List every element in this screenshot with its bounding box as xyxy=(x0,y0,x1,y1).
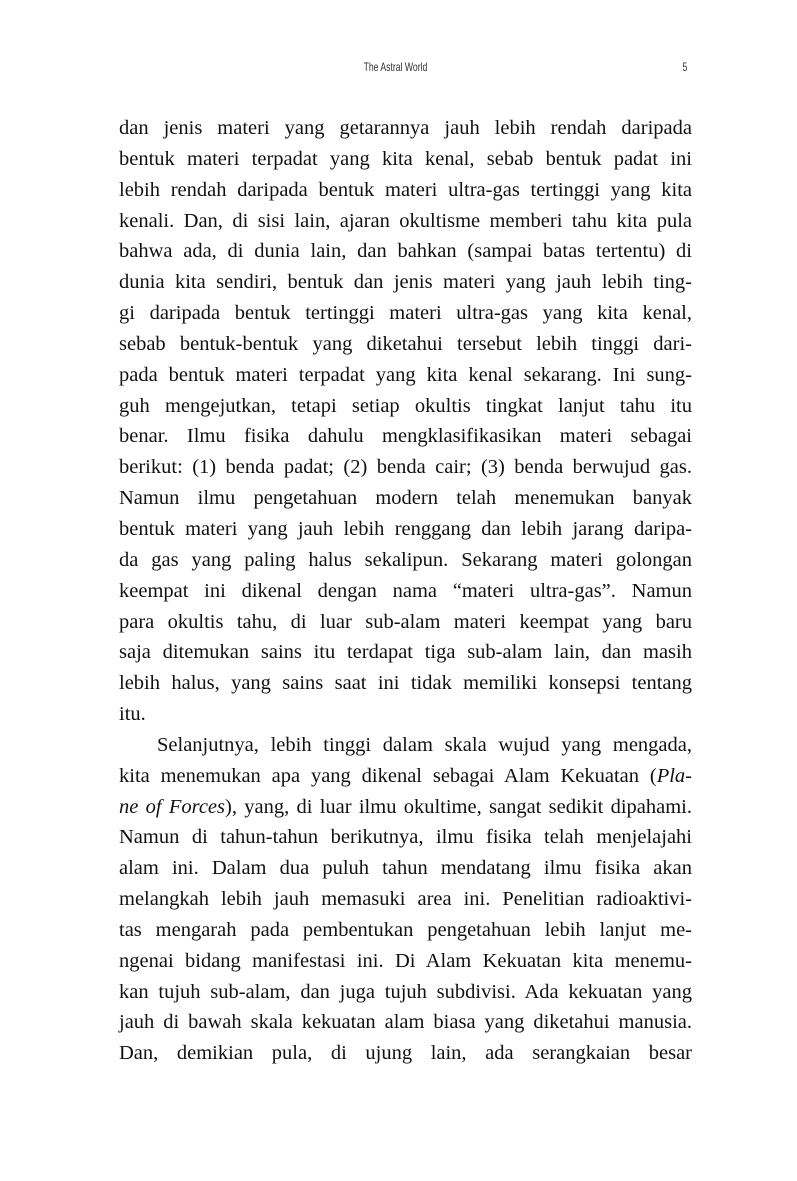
text-line: bahwa ada, di dunia lain, dan bahkan (sampai batas tertentu) di xyxy=(119,240,692,263)
text-line: kan tujuh sub-alam, dan juga tujuh subdivisi. Ada kekuatan yang xyxy=(119,980,692,1003)
text-run: kita menemukan apa yang dikenal sebagai Alam Kekuatan ( xyxy=(119,764,657,787)
text-line: tas mengarah pada pembentukan pengetahuan lebih lanjut me- xyxy=(119,918,692,941)
text-line: guh mengejutkan, tetapi setiap okultis tingkat lanjut tahu itu xyxy=(119,394,692,417)
text-line: para okultis tahu, di luar sub-alam materi keempat yang baru xyxy=(119,610,692,633)
text-line xyxy=(119,792,692,823)
text-line: melangkah lebih jauh memasuki area ini. Penelitian radioaktivi- xyxy=(119,888,692,911)
text-line: berikut: (1) benda padat; (2) benda cair; (3) benda berwujud gas. xyxy=(119,456,692,479)
text-line: da gas yang paling halus sekalipun. Sekarang materi golongan xyxy=(119,548,692,571)
running-head xyxy=(0,60,688,80)
page-number: 5 xyxy=(682,60,688,74)
paragraph-2 xyxy=(119,730,692,1069)
text-line: itu. xyxy=(119,703,146,726)
text-line xyxy=(119,761,692,792)
text-line: alam ini. Dalam dua puluh tahun mendatang ilmu fisika akan xyxy=(119,857,692,880)
text-line: kenali. Dan, di sisi lain, ajaran okultisme memberi tahu kita pula xyxy=(119,209,692,232)
text-line: Namun ilmu pengetahuan modern telah menemukan banyak xyxy=(119,487,692,510)
text-line: keempat ini dikenal dengan nama “materi ultra-gas”. Namun xyxy=(119,579,692,602)
text-line: saja ditemukan sains itu terdapat tiga sub-alam lain, dan masih xyxy=(119,641,692,664)
text-line: Namun di tahun-tahun berikutnya, ilmu fisika telah menjelajahi xyxy=(119,826,692,849)
text-line: benar. Ilmu fisika dahulu mengklasifikasikan materi sebagai xyxy=(119,425,692,448)
text-line: bentuk materi yang jauh lebih renggang dan lebih jarang daripa- xyxy=(119,517,692,540)
text-line: Dan, demikian pula, di ujung lain, ada serangkaian besar xyxy=(119,1042,692,1065)
text-line: jauh di bawah skala kekuatan alam biasa yang diketahui manusia. xyxy=(119,1011,692,1034)
text-line: Selanjutnya, lebih tinggi dalam skala wujud yang mengada, xyxy=(157,733,692,756)
text-line: pada bentuk materi terpadat yang kita kenal sekarang. Ini sung- xyxy=(119,363,692,386)
text-line: gi daripada bentuk tertinggi materi ultra-gas yang kita kenal, xyxy=(119,302,692,325)
paragraph-1 xyxy=(119,113,692,730)
running-title: The Astral World xyxy=(363,60,428,74)
text-line: dunia kita sendiri, bentuk dan jenis materi yang jauh lebih ting- xyxy=(119,271,692,294)
text-run: ), yang, di luar ilmu okultime, sangat sedikit dipahami. xyxy=(225,795,692,818)
text-line: ngenai bidang manifestasi ini. Di Alam Kekuatan kita menemu- xyxy=(119,949,692,972)
text-line: sebab bentuk-bentuk yang diketahui tersebut lebih tinggi dari- xyxy=(119,332,692,355)
text-line: lebih halus, yang sains saat ini tidak memiliki konsepsi tentang xyxy=(119,672,692,695)
text-line: dan jenis materi yang getarannya jauh lebih rendah daripada xyxy=(119,117,692,139)
italic-term: ne of Forces xyxy=(119,795,226,818)
italic-term: Pla- xyxy=(656,764,692,787)
body-text xyxy=(119,113,692,1069)
text-line: lebih rendah daripada bentuk materi ultra-gas tertinggi yang kita xyxy=(119,178,692,201)
text-line: bentuk materi terpadat yang kita kenal, sebab bentuk padat ini xyxy=(119,147,692,170)
